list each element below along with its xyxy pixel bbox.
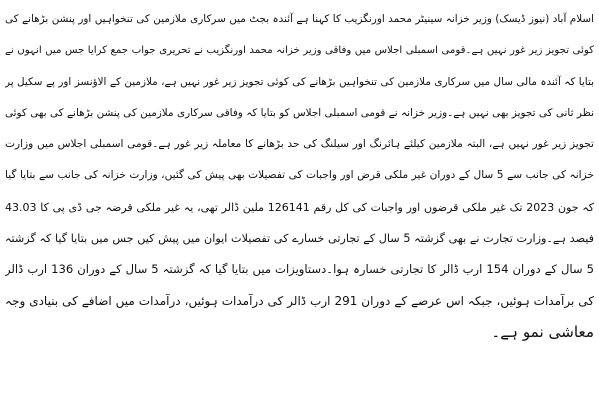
article-line-9: 5 سال کے دوران 154 ارب ڈالر کا تجارتی خسارہ ہوا۔دستاویزات میں بتایا گیا کہ گزشتہ 5 سال کے دوران 136 ارب ڈالر — [5, 262, 594, 277]
article-line-3: بتایا کہ آئندہ مالی سال میں سرکاری ملازمین کی تنخواہیں بڑھانے کی کوئی تجویز زیر غور نہیں ہے، ملازمین کے الاؤنسز اور پے سکیل پر — [5, 75, 594, 88]
article-line-4: نظر ثانی کی تجویز بھی نہیں ہے۔وزیر خزانہ نے قومی اسمبلی اجلاس کو بتایا کہ وفاقی سرکاری ملازمین کی پنشن بڑھانے کی بھی کوئی — [5, 106, 594, 119]
article-line-5: تجویز زیر غور نہیں ہے، البتہ ملازمین کیلئے ہائرنگ اور سیلنگ کی حد بڑھانے کا معاملہ زیر غور ہے۔قومی اسمبلی اجلاس میں وزارت — [5, 138, 594, 151]
article-line-11: معاشی نمو ہے۔ — [491, 322, 594, 341]
article-line-1: اسلام آباد (نیوز ڈیسک) وزیر خزانہ سینیٹر محمد اورنگزیب کا کہنا ہے آئندہ بجٹ میں سرکاری ملازمین کی تنخواہیں اور پنشن بڑھانے کی — [5, 13, 594, 25]
article-line-10: کی برآمدات ہوئیں، جبکہ اس عرصے کے دوران 291 ارب ڈالر کی درآمدات ہوئیں، درآمدات میں اضافے کی بنیادی وجہ — [5, 293, 594, 308]
article-line-6: خزانہ کی جانب سے 5 سال کے دوران غیر ملکی قرض اور واجبات کی تفصیلات بھی پیش کی گئیں، وزارت خزانہ کی جانب سے بتایا گیا — [5, 169, 594, 182]
article-line-8: فیصد ہے۔وزارت تجارت نے بھی گزشتہ 5 سال کے تجارتی خسارے کی تفصیلات ایوان میں پیش کیں جس میں بتایا گیا کہ گزشتہ — [5, 232, 594, 246]
article-line-7: کہ جون 2023 تک غیر ملکی قرضوں اور واجبات کی کل رقم 126141 ملین ڈالر تھی، یہ غیر ملکی قرضہ جی ڈی پی کا 43.03 — [5, 200, 594, 214]
article-line-2: کوئی تجویز زیر غور نہیں ہے۔قومی اسمبلی اجلاس میں وفاقی وزیر خزانہ محمد اورنگزیب نے تحریری جواب جمع کرایا جس میں انہوں نے — [5, 45, 594, 57]
